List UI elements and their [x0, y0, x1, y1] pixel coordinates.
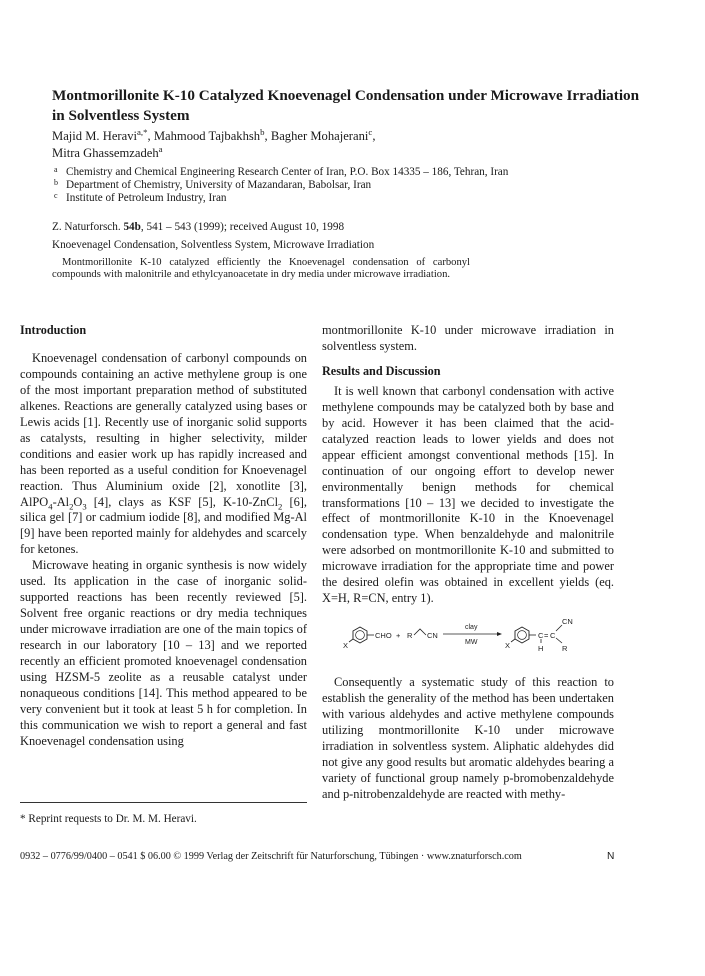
journal-pages-date: , 541 – 543 (1999); received August 10, 1998 — [140, 221, 345, 233]
reaction-scheme — [322, 612, 614, 668]
author-affil-mark: c — [368, 126, 373, 137]
affiliation-item — [52, 166, 652, 179]
bond-line — [414, 629, 426, 635]
condition-label: MW — [465, 639, 478, 647]
catalyst-label: clay — [465, 624, 478, 632]
affiliation-list — [52, 166, 652, 205]
author-line-1: Majid M. Heravi$^{a,*}$, Mahmood Tajbakhsh$^b$, Bagher Mohajerani$^c$, — [52, 126, 376, 143]
affiliation-mark: a — [54, 165, 58, 174]
author-name: Mahmood Tajbakhsh — [153, 129, 261, 143]
aldehyde-group: CHO — [375, 631, 392, 641]
section-heading-results: Results and Discussion — [322, 363, 441, 378]
substituent-r: R — [562, 644, 568, 654]
benzene-ring-icon — [356, 631, 365, 640]
benzene-ring-icon — [515, 627, 529, 643]
benzene-ring-icon — [518, 631, 527, 640]
footer-letter: N — [607, 851, 615, 862]
author-affil-mark: b — [260, 126, 265, 137]
body-paragraph: montmorillonite K-10 under microwave irradiation in solventless system. — [322, 323, 614, 353]
journal-citation — [52, 220, 652, 234]
keywords: Knoevenagel Condensation, Solventless System, Microwave Irradiation — [52, 239, 375, 251]
substituent-r: R — [407, 631, 413, 641]
section-heading-introduction: Introduction — [20, 323, 87, 337]
arrow-head-icon — [497, 632, 502, 636]
nitrile-group: CN — [562, 617, 573, 627]
nitrile-group: CN — [427, 631, 438, 641]
affiliation-mark: c — [54, 191, 58, 200]
carbon-atom: C — [538, 631, 544, 641]
benzene-ring-icon — [353, 627, 367, 643]
hydrogen-atom: H — [538, 644, 544, 654]
author-name: Majid M. Heravi — [52, 129, 137, 143]
bond-line — [556, 638, 562, 643]
left-column — [20, 323, 307, 750]
right-column — [322, 323, 614, 803]
footnote: * Reprint requests to Dr. M. M. Heravi. — [20, 813, 197, 825]
author-name: Mitra Ghassemzadeh — [52, 146, 159, 160]
substituent-x: X — [505, 641, 511, 651]
bond-line — [349, 639, 353, 642]
affiliation-item — [52, 179, 652, 192]
author-line-2 — [52, 145, 652, 162]
journal-volume: 54b — [123, 221, 141, 233]
affiliation-item — [52, 192, 652, 205]
substituent-x: X — [343, 641, 349, 651]
body-paragraph: Microwave heating in organic synthesis is now widely used. Its application in the case of inorganic solid-supported reactions has been recently reviewed [5]. Solvent free organic reactions or dry media techniques under microwave irradiation are one of the main topics of research in our laboratory [10 – 13] and we reported recently an efficient promoted knoevenagel condensation using HZSM-5 zeolite as a reusable catalyst under nonaqueous conditions [14]. This method appeared to be very convenient but it took at least 5 h for completion. In this communication we wish to report a general and fast Knoevenagel condensation using — [20, 558, 307, 748]
abstract: Montmorillonite K-10 catalyzed efficiently the Knoevenagel condensation of carbonyl compounds with malonitrile and ethylcyanoacetate in dry media under microwave irradiation. — [52, 257, 470, 280]
paper-title: Montmorillonite K-10 Catalyzed Knoevenagel Condensation under Microwave Irradiation in Solventless System — [52, 87, 640, 124]
carbon-atom: C — [550, 631, 556, 641]
double-bond: = — [544, 631, 549, 641]
body-paragraph: It is well known that carbonyl condensation with active methylene compounds may be catalyzed both by base and by acid. However it has been claimed that the acid-catalyzed reaction leads to lower yields and does not appear efficient amongst conventional methods [15]. In continuation of our ongoing effort to develop newer environmentally benign methods for chemical transformations [10 – 13] we decided to investigate the effect of montmorillonite K-10 in the Knoevenagel condensation type. When benzaldehyde and malonitrile were adsorbed on montmorillonite K-10 and submitted to microwave irradiation for the appropriate time and power the desired olefin was obtained in excellent yields (eq. X=H, R=CN, entry 1). — [322, 383, 614, 606]
author-affil-mark: a — [158, 143, 163, 154]
bond-line — [511, 639, 515, 642]
body-paragraph: Consequently a systematic study of this reaction to establish the generality of the method has been undertaken with various aldehydes and active methylene compounds utilizing montmorillonite K-10 under microwave irradiation in solventless system. Aliphatic aldehydes did not give any good results but aromatic aldehydes bearing a variety of functional group namely p-bromobenzaldehyde and p-nitrobenzaldehyde are reacted with methy- — [322, 675, 614, 801]
journal-name: Z. Naturforsch. — [52, 221, 121, 233]
body-paragraph: Knoevenagel condensation of carbonyl compounds on compounds containing an active methylene group is one of the most important preparation method of substituted alkenes. Reactions are generally catalyzed using bases or Lewis acids [1]. Recently use of inorganic solid supports as catalysts, resulting in higher selectivity, milder conditions and easier work up has rapidly increased and has been reported as a useful condition for Knoevenagel reaction. Thus Aluminium oxide [2], xonotlite [3], $AlPO_4-Al_2O_3$ [4], clays as KSF [5], K-10-ZnCl$_2$ [6], silica gel [7] or cadmium iodide [8], and modified Mg-Al [9] have been reported mainly for aldehydes and scarcely for ketones. — [20, 350, 307, 557]
reaction-scheme-drawing — [322, 612, 614, 668]
footnote-divider — [20, 802, 307, 803]
page-footer: 0932 – 0776/99/0400 – 0541 $ 06.00 © 1999 Verlag der Zeitschrift für Naturforschung, Tübingen · www.znaturforsch.com — [20, 851, 522, 862]
author-list — [52, 128, 652, 162]
plus-sign: + — [396, 631, 401, 641]
author-affil-mark: a,* — [137, 126, 148, 137]
affiliation-text: Chemistry and Chemical Engineering Research Center of Iran, P.O. Box 14335 – 186, Tehran, Iran — [66, 166, 509, 178]
author-name: Bagher Mohajerani — [270, 129, 369, 143]
affiliation-mark: b — [54, 178, 58, 187]
affiliation-text: Department of Chemistry, University of Mazandaran, Babolsar, Iran — [66, 179, 372, 191]
affiliation-text: Institute of Petroleum Industry, Iran — [66, 192, 227, 204]
